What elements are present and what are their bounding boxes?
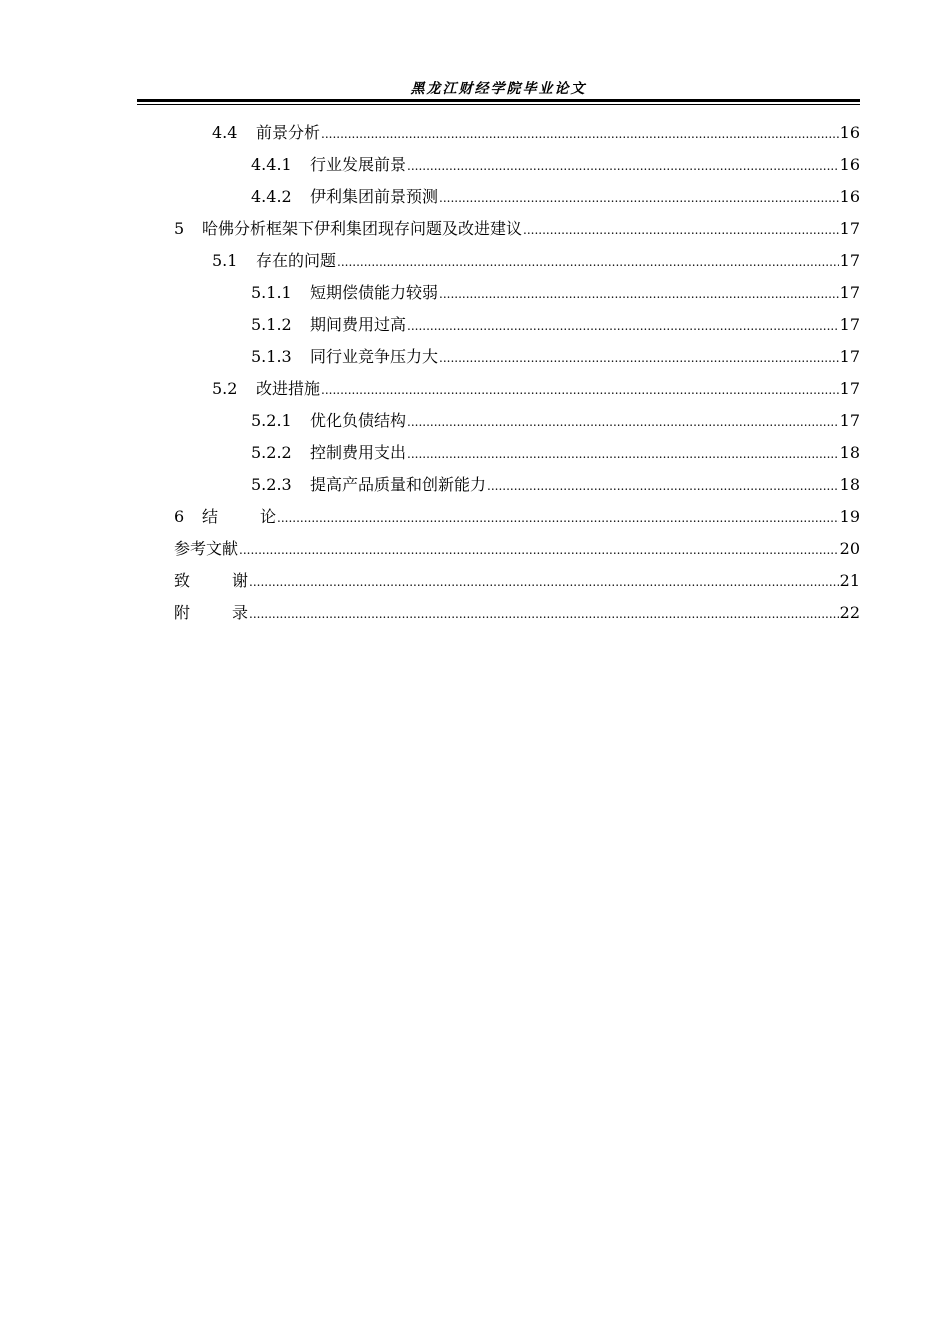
toc-number: 5.2.2	[251, 443, 292, 462]
toc-page-number: 22	[839, 603, 860, 622]
toc-leader-dots	[277, 505, 839, 531]
toc-number: 5.1.2	[251, 315, 292, 334]
toc-leader-dots	[407, 313, 839, 339]
toc-title: 参考文献	[174, 539, 239, 558]
toc-title: 行业发展前景	[310, 155, 407, 174]
toc-page-number: 17	[839, 347, 860, 366]
toc-number: 4.4.1	[251, 155, 292, 174]
toc-number: 5.2	[212, 379, 238, 398]
toc-entry-5-2-3[interactable]	[174, 472, 860, 504]
toc-leader-dots	[407, 409, 839, 435]
toc-leader-dots	[239, 537, 839, 563]
toc-leader-dots	[337, 249, 839, 275]
toc-title: 存在的问题	[256, 251, 337, 270]
toc-page-number: 18	[839, 475, 860, 494]
toc-title	[202, 504, 276, 530]
toc-entry-5-2[interactable]	[174, 376, 860, 408]
header-rule-thick	[137, 99, 860, 102]
toc-number: 5	[174, 219, 185, 238]
toc-page-number: 17	[839, 315, 860, 334]
toc-number: 4.4.2	[251, 187, 292, 206]
toc-number: 5.2.1	[251, 411, 292, 430]
toc-title-part-b: 录	[232, 603, 249, 622]
toc-page-number: 21	[839, 571, 860, 590]
toc-page-number: 19	[839, 507, 860, 526]
toc-number: 5.1.1	[251, 283, 292, 302]
toc-entry-5-1-1[interactable]	[174, 280, 860, 312]
toc-title: 哈佛分析框架下伊利集团现存问题及改进建议	[202, 219, 523, 238]
toc-leader-dots	[439, 281, 839, 307]
toc-entry-4-4-1[interactable]	[174, 152, 860, 184]
toc-leader-dots	[439, 345, 839, 371]
toc-number: 6	[174, 507, 185, 526]
toc-page-number: 17	[839, 251, 860, 270]
toc-entry-acknowledgements[interactable]	[174, 568, 860, 600]
toc-page-number: 17	[839, 283, 860, 302]
toc-leader-dots	[321, 121, 839, 147]
header-rule-thin	[137, 104, 860, 105]
toc-entry-5-2-1[interactable]	[174, 408, 860, 440]
toc-title-part-a: 结	[202, 507, 219, 526]
toc-leader-dots	[321, 377, 839, 403]
toc-number: 5.1	[212, 251, 238, 270]
toc-page-number: 18	[839, 443, 860, 462]
toc-page-number: 17	[839, 219, 860, 238]
toc-number: 4.4	[212, 123, 238, 142]
toc-entry-appendix[interactable]	[174, 600, 860, 632]
toc-leader-dots	[407, 153, 839, 179]
toc-title	[174, 568, 248, 594]
toc-entry-4-4[interactable]	[174, 120, 860, 152]
toc-title-part-a: 附	[174, 603, 191, 622]
toc-title: 控制费用支出	[310, 443, 407, 462]
toc-title-part-a: 致	[174, 571, 191, 590]
toc-leader-dots	[407, 441, 839, 467]
toc-entry-4-4-2[interactable]	[174, 184, 860, 216]
toc-title: 同行业竞争压力大	[310, 347, 439, 366]
toc-title: 期间费用过高	[310, 315, 407, 334]
toc-title-part-b: 谢	[232, 571, 249, 590]
toc-number: 5.2.3	[251, 475, 292, 494]
table-of-contents	[174, 120, 860, 632]
page-header-title: 黑龙江财经学院毕业论文	[410, 81, 587, 97]
toc-leader-dots	[487, 473, 839, 499]
toc-entry-5-1-3[interactable]	[174, 344, 860, 376]
toc-title-part-b: 论	[260, 507, 277, 526]
toc-page-number: 16	[839, 123, 860, 142]
toc-title: 短期偿债能力较弱	[310, 283, 439, 302]
toc-title: 提高产品质量和创新能力	[310, 475, 487, 494]
toc-entry-5-1[interactable]	[174, 248, 860, 280]
toc-page-number: 17	[839, 411, 860, 430]
toc-leader-dots	[439, 185, 839, 211]
toc-entry-5-2-2[interactable]	[174, 440, 860, 472]
toc-entry-5-1-2[interactable]	[174, 312, 860, 344]
toc-title: 前景分析	[256, 123, 321, 142]
toc-page-number: 16	[839, 187, 860, 206]
toc-number: 5.1.3	[251, 347, 292, 366]
toc-entry-6-conclusion[interactable]	[174, 504, 860, 536]
toc-page-number: 16	[839, 155, 860, 174]
toc-page-number: 17	[839, 379, 860, 398]
toc-entry-5[interactable]	[174, 216, 860, 248]
toc-page-number: 20	[839, 539, 860, 558]
toc-entry-references[interactable]	[174, 536, 860, 568]
toc-title: 伊利集团前景预测	[310, 187, 439, 206]
toc-title	[174, 600, 248, 626]
toc-title: 优化负债结构	[310, 411, 407, 430]
toc-leader-dots	[249, 601, 839, 627]
toc-title: 改进措施	[256, 379, 321, 398]
toc-leader-dots	[249, 569, 839, 595]
toc-leader-dots	[523, 217, 839, 243]
